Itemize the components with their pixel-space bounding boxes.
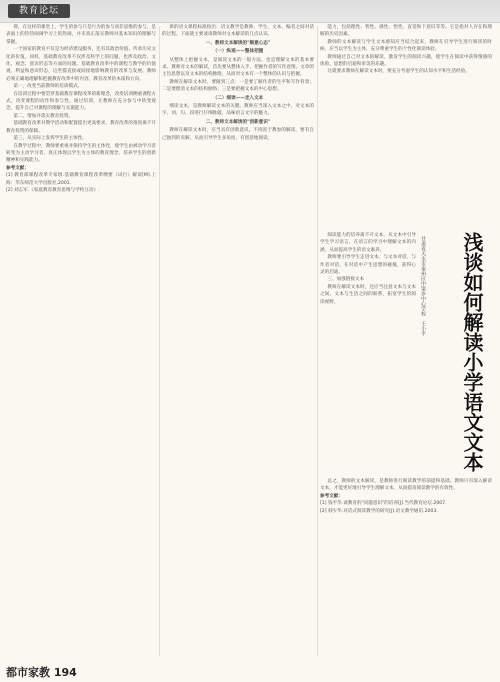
paragraph: 教师要引导学生走进文本，与文本对话，与作者对话，在对话中产生思想的碰撞，获得心灵的启迪。	[320, 255, 416, 276]
reference-item: [1] 教育部课程改革专家组.基础教育课程改革纲要（试行）解读[M].上海：华东师范大学出版社,2001.	[6, 173, 156, 186]
paragraph: 阅读能力的培养离不开文本，从文本中引导学生学习语言，在语言的学习中理解文本的内涵，从而提高学生的语文素养。	[320, 233, 416, 253]
page-header-band	[0, 0, 500, 23]
column-divider	[317, 26, 318, 656]
paragraph: 教师通过自己对文本的解读，激发学生的阅读兴趣，使学生在阅读中获得情感的体验、思想的启迪和审美的乐趣。	[320, 54, 492, 68]
section-tag: 教育论坛	[8, 4, 70, 18]
references-heading: 参考文献：	[6, 165, 29, 171]
column-3-narrow	[320, 232, 416, 306]
subheading: 第三，从实际上发挥学生的主体性。	[13, 136, 87, 142]
paragraph: 抑，在这样的课堂上，学生的参与只是行为的参与而非思维的参与，是表面上的热热闹闹学习上的热闹，并未真正落实教师对基本知识的理解与掌握。	[6, 25, 156, 45]
subsection-heading: （一）纵观——整体把握	[212, 49, 264, 55]
article-title: 浅谈如何解读小学语文文本	[460, 232, 484, 472]
subsection-heading: （二）细读——走入文本	[212, 95, 264, 101]
section-heading: 一、教师文本解读的"顺意心态"	[205, 40, 271, 46]
paragraph: 新的语文课程标准指出：语文教学是教师、学生、文本、编者之间对话的过程。下面就主要谈谈教师对文本解读的几点认识。	[162, 25, 314, 38]
paragraph: 基础教育改革对教学活动和配置提出更高要求，教育改革的推进离不开教育投资的保障。	[6, 121, 156, 134]
page-footer: 都市家教 194	[6, 666, 77, 679]
section-heading: 二、教师文本解读的"创新意识"	[205, 119, 271, 125]
paragraph: 能力，包括理性、智性、感性、悟性、直觉和下意识等等。它是指对人存在和理解的历史因素。	[320, 25, 492, 38]
reference-item: [1] 钱平华.谈教育的"问题意识"的培养[J].当代教育论坛.2007.	[320, 501, 447, 507]
paragraph: 教师在解读文本时，要做到三点：一是要了解作者的生平和写作背景；二是要理清文本的结构脉络；三是要把握文本的中心思想。	[162, 79, 314, 93]
reference-item: [2] 刘志军.《家庭教育教育思维与学校互动》.	[6, 187, 100, 193]
paragraph: 在教学过程中，教师要重视并保持学生的主体性，使学生由被动学习者转变为主动学习者，真正体现以学生为主体的教育理念，培养学生的创新精神和实践能力。	[6, 143, 156, 164]
column-3-bottom	[320, 478, 492, 515]
paragraph: 从整体上把握文本，是阅读文本的一般方法，也是理解文本的基本要求。教师对文本的解读，首先要从整体入手，把握作者的写作意图、文章的主旨思想以及文本的结构脉络，从而对文本有一个整体的认识与把握。	[162, 57, 314, 78]
column-2	[162, 24, 314, 142]
reference-item: [2] 韩少华.对话式阅读教学的研究[J].语文教学通讯.2003.	[320, 508, 438, 514]
column-divider	[159, 26, 160, 656]
subheading: 第二，增加并落实教育投资。	[13, 113, 74, 119]
references-heading: 参考文献：	[320, 493, 343, 499]
subheading: 三、加强链接文本	[327, 277, 365, 283]
paragraph: 细读文本，是教师解读文本的关键。教师应当深入文本之中，对文本的字、词、句、段进行仔细推敲，品味语言文字的魅力。	[162, 104, 314, 117]
paragraph: 教师的文本解读与学生文本感知应当结合起来，教师在引导学生进行阅读的时候，应当以学生为主体，充分尊重学生的个性化阅读体验。	[320, 39, 492, 53]
article-author: 甘肃省天水市秦州区中梁乡中心学校 王小平	[420, 236, 426, 336]
paragraph: 在培训过程中要贯穿基础教育课程改革的新理念，改变培训侧重课程方式，改变课程的动作和参与性。通过培训，让教师在充分参与中转变观念，提升自己对课程的理解与实施能力。	[6, 91, 156, 112]
paragraph: 教师在解读文本时，还应当注意文本与文本之间、文本与生活之间的联系，拓宽学生的阅读视野。	[320, 284, 416, 305]
column-1	[6, 24, 156, 194]
paragraph: 这就要求教师在解读文本时，要充分考虑学生的认知水平和生活经验。	[327, 69, 470, 75]
paragraph: 一个国家的教育不仅是为经济建设服务，还有其政治价值、传承历史文化的价值。同样，基础教育改革不仅涉及科学上的问题，也涉及政治、文化、观念、意识形态等方面的问题。基础教育改革中的课程与教学的价值观、利益和意识形态，这些都直接或间接地影响教育的改革与发展。教师必须正确地理解和把握教育改革中的内容，教育改革的本质和方向。	[6, 47, 156, 82]
paragraph: 总之，教师的文本解读，是教师进行阅读教学的前提和基础。教师只有深入解读文本，才能更好地引导学生理解文本，从而提高阅读教学的有效性。	[320, 479, 492, 492]
column-3	[320, 24, 492, 76]
subheading: 第一，改变当前教师的培训模式。	[13, 84, 83, 90]
paragraph: 教师在解读文本时，应当具有创新意识，不拘泥于教参的解读，要有自己独到的见解，从而引导学生多角度、有创意地阅读。	[162, 128, 314, 141]
